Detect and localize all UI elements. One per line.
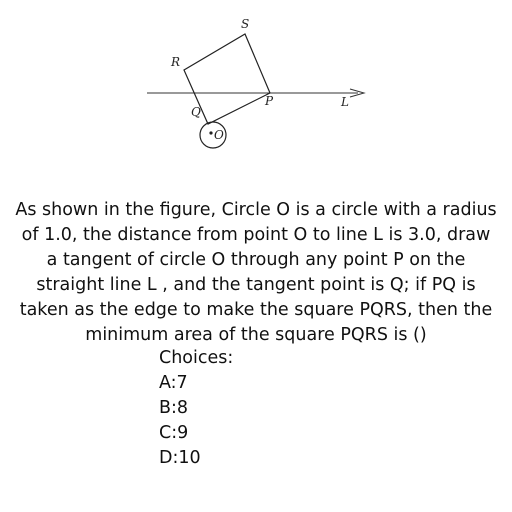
label-r: R — [171, 55, 181, 69]
label-l: L — [341, 95, 349, 109]
choice-d: D:10 — [159, 448, 201, 468]
geometry-figure — [0, 0, 512, 200]
choices-list — [159, 346, 233, 471]
choices-label: Choices: — [159, 348, 234, 368]
label-q: Q — [191, 105, 201, 119]
label-s: S — [241, 17, 250, 31]
label-o: O — [214, 128, 224, 142]
label-p: P — [265, 94, 274, 108]
center-o-dot — [209, 131, 212, 134]
choice-b: B:8 — [159, 398, 189, 418]
choice-c: C:9 — [159, 423, 189, 443]
choice-a: A:7 — [159, 373, 188, 393]
problem-text: As shown in the figure, Circle O is a circle with a radius of 1.0, the distance from point O to line L is 3.0, draw a tangent of circle O through any point P on the straight line L , and the tangent point is Q; if PQ is taken as the edge to make the square PQRS, then the minimum area of the square PQRS is () — [15, 200, 497, 345]
